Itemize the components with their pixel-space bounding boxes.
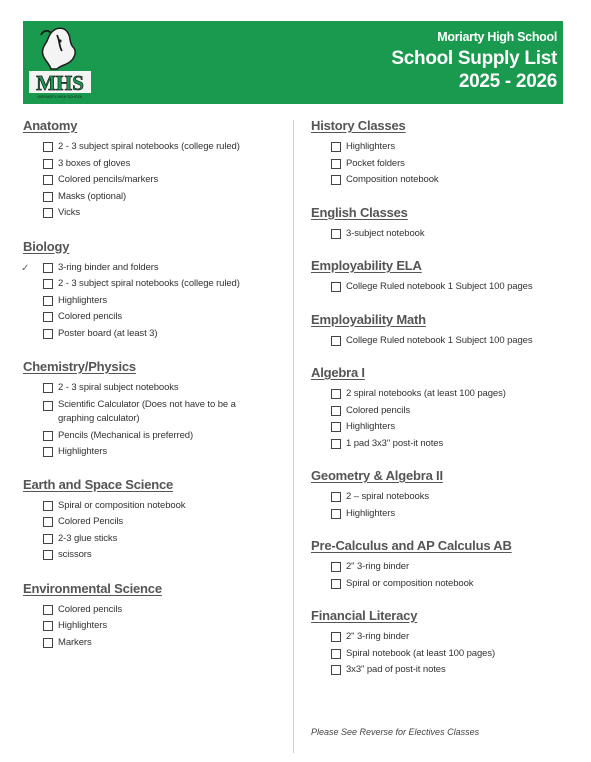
list-item: 2-3 glue sticks	[23, 531, 285, 548]
checkbox[interactable]	[43, 638, 53, 648]
list-item: scissors	[23, 547, 285, 564]
list-item: Highlighters	[311, 139, 571, 156]
section-title: Algebra I	[311, 365, 365, 380]
school-name: Moriarty High School	[437, 30, 557, 44]
checkbox[interactable]	[43, 192, 53, 202]
section-earth-space-science	[23, 477, 285, 564]
checkbox[interactable]	[43, 501, 53, 511]
checkbox[interactable]	[331, 562, 341, 572]
section-title: Financial Literacy	[311, 608, 418, 623]
list-item: Pocket folders	[311, 156, 571, 173]
checkbox[interactable]	[43, 296, 53, 306]
checkbox[interactable]	[331, 142, 341, 152]
list-item: 3-subject notebook	[311, 226, 571, 243]
section-chemistry-physics	[23, 359, 285, 461]
list-item: Colored pencils	[23, 309, 285, 326]
list-item: Colored pencils/markers	[23, 172, 285, 189]
section-title: Environmental Science	[23, 580, 162, 596]
list-item: College Ruled notebook 1 Subject 100 pages	[311, 279, 571, 296]
checkbox[interactable]	[43, 605, 53, 615]
section-title: Employability ELA	[311, 258, 422, 273]
checkbox[interactable]	[331, 282, 341, 292]
list-item: Pencils (Mechanical is preferred)	[23, 428, 285, 445]
section-title: Biology	[23, 238, 70, 254]
checkbox[interactable]	[43, 263, 53, 273]
list-item: 2 spiral notebooks (at least 100 pages)	[311, 386, 571, 403]
list-item: Highlighters	[311, 419, 571, 436]
checkbox[interactable]	[331, 649, 341, 659]
list-item: Composition notebook	[311, 172, 571, 189]
checkbox[interactable]	[43, 175, 53, 185]
list-item: Spiral or composition notebook	[23, 498, 285, 515]
section-title: Employability Math	[311, 311, 426, 327]
section-environmental-science	[23, 581, 285, 652]
checkbox[interactable]	[43, 142, 53, 152]
checkbox[interactable]	[43, 517, 53, 527]
header-banner	[23, 21, 563, 104]
checkbox[interactable]	[331, 336, 341, 346]
checkbox[interactable]	[43, 329, 53, 339]
list-item: 2" 3-ring binder	[311, 629, 571, 646]
section-financial-literacy	[311, 608, 571, 679]
list-item: Masks (optional)	[23, 189, 285, 206]
checkbox[interactable]	[331, 632, 341, 642]
list-item: Spiral notebook (at least 100 pages)	[311, 646, 571, 663]
page-title: School Supply List	[391, 48, 557, 69]
section-history	[311, 118, 571, 189]
checkbox[interactable]	[331, 579, 341, 589]
section-algebra-1	[311, 365, 571, 452]
checkbox[interactable]	[43, 159, 53, 169]
checkbox[interactable]	[331, 159, 341, 169]
checkbox[interactable]	[43, 383, 53, 393]
mustang-logo	[27, 25, 93, 99]
section-title: Chemistry/Physics	[23, 359, 136, 374]
section-title: English Classes	[311, 204, 408, 220]
list-item: Spiral or composition notebook	[311, 576, 571, 593]
checkbox[interactable]	[331, 665, 341, 675]
list-item: 2 - 3 subject spiral notebooks (college ruled)	[23, 276, 285, 293]
list-item: Colored pencils	[23, 602, 285, 619]
checkbox[interactable]	[331, 406, 341, 416]
list-item: Highlighters	[23, 444, 285, 461]
list-item: College Ruled notebook 1 Subject 100 pages	[311, 333, 571, 350]
checkbox[interactable]	[331, 439, 341, 449]
list-item: 2 - 3 spiral subject notebooks	[23, 380, 285, 397]
logo-subtext: MORIARTY HIGH SCHOOL	[37, 95, 83, 99]
checkbox[interactable]	[331, 175, 341, 185]
checkbox[interactable]	[43, 401, 53, 411]
section-title: Pre-Calculus and AP Calculus AB	[311, 538, 512, 553]
list-item: 3x3" pad of post-it notes	[311, 662, 571, 679]
list-item: Highlighters	[311, 506, 571, 523]
list-item: Highlighters	[23, 618, 285, 635]
column-divider	[293, 120, 294, 753]
checkbox[interactable]	[331, 492, 341, 502]
list-item: Scientific Calculator (Does not have to be a graphing calculator)	[23, 397, 248, 428]
list-item: 2" 3-ring binder	[311, 559, 571, 576]
list-item: Colored Pencils	[23, 514, 285, 531]
checkbox[interactable]	[43, 621, 53, 631]
section-biology	[23, 239, 285, 343]
section-employability-math	[311, 312, 571, 350]
checkbox[interactable]	[331, 422, 341, 432]
checkbox[interactable]	[331, 229, 341, 239]
list-item: Vicks	[23, 205, 285, 222]
checkbox[interactable]	[331, 389, 341, 399]
section-anatomy	[23, 118, 285, 222]
list-item: 3 boxes of gloves	[23, 156, 285, 173]
section-geometry-algebra-2	[311, 468, 571, 522]
checkbox[interactable]	[43, 279, 53, 289]
list-item: 2 – spiral notebooks	[311, 489, 571, 506]
section-precalculus	[311, 538, 571, 592]
section-employability-ela	[311, 258, 571, 296]
list-item: 2 - 3 subject spiral notebooks (college ruled)	[23, 139, 285, 156]
list-item: Highlighters	[23, 293, 285, 310]
checkbox[interactable]	[331, 509, 341, 519]
list-item: 1 pad 3x3" post-it notes	[311, 436, 571, 453]
list-item: ✓ 3-ring binder and folders	[23, 260, 285, 277]
section-title: History Classes	[311, 118, 406, 133]
list-item: Markers	[23, 635, 285, 652]
check-add-icon[interactable]: ✓	[21, 262, 30, 274]
checkbox[interactable]	[43, 312, 53, 322]
school-year: 2025 - 2026	[458, 71, 557, 92]
checkbox[interactable]	[43, 208, 53, 218]
list-item: Poster board (at least 3)	[23, 326, 285, 343]
logo-text: MHS	[36, 71, 84, 95]
checkbox[interactable]	[43, 550, 53, 560]
checkbox[interactable]	[43, 534, 53, 544]
section-title: Earth and Space Science	[23, 476, 174, 492]
left-column	[23, 118, 285, 651]
section-english	[311, 205, 571, 243]
checkbox[interactable]	[43, 431, 53, 441]
section-title: Anatomy	[23, 118, 78, 133]
right-column	[311, 118, 571, 679]
section-title: Geometry & Algebra II	[311, 468, 443, 483]
list-item: Colored pencils	[311, 403, 571, 420]
checkbox[interactable]	[43, 447, 53, 457]
footer-note: Please See Reverse for Electives Classes	[311, 727, 480, 737]
